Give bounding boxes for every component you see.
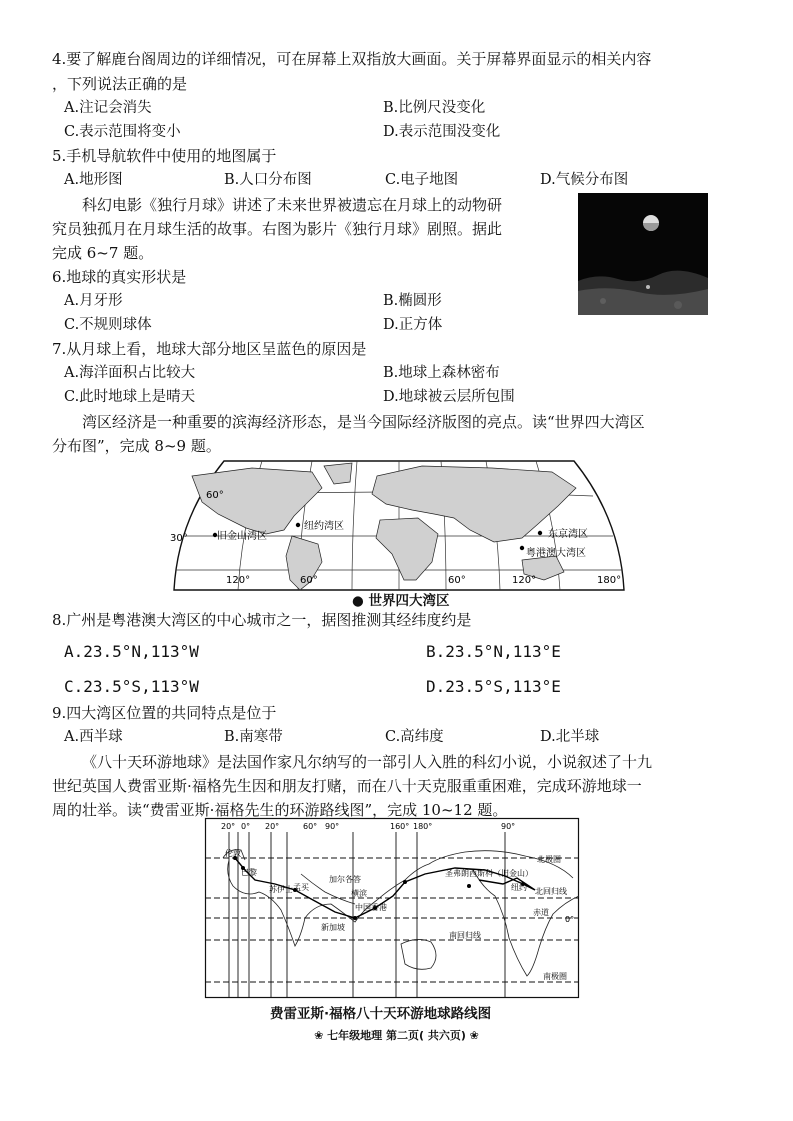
map1-lat-60-label: 60°: [206, 490, 224, 501]
intro67-line3: 完成 6~7 题。: [52, 244, 154, 262]
intro67-line1: 科幻电影《独行月球》讲述了未来世界被遗忘在月球上的动物研: [82, 196, 503, 214]
q9-option-b: B.南寒带: [224, 729, 283, 745]
map2-yokohama-label: 横滨: [351, 889, 367, 898]
map2-bombay-label: 孟买: [293, 883, 309, 892]
map2-suez-label: 苏伊士: [269, 885, 293, 894]
map1-lon-120e-label: 120°: [512, 575, 537, 586]
q4-option-d: D.表示范围没变化: [383, 124, 501, 140]
q9-stem: 9.四大湾区位置的共同特点是位于: [52, 704, 277, 722]
q4-stem-line2: ，下列说法正确的是: [52, 75, 188, 93]
q6-option-b: B.椭圆形: [383, 293, 442, 309]
map1-gba-label: 粤港澳大湾区: [526, 548, 586, 559]
page-footer: ❀ 七年级地理 第二页( 共六页) ❀: [314, 1029, 479, 1042]
map2-lon-label-8: 90°: [501, 822, 516, 831]
map2-newyork-label: 纽约: [511, 883, 527, 892]
map2-lon-label-2: 0°: [241, 822, 251, 831]
world-bay-areas-map: [172, 458, 626, 606]
intro89-line1: 湾区经济是一种重要的滨海经济形态，是当今国际经济版图的亮点。读“世界四大湾区: [82, 413, 645, 431]
map2-equator-label: 赤道: [533, 908, 549, 917]
map2-tropic-cancer-label: 北回归线: [535, 887, 567, 896]
map2-caption: 费雷亚斯·福格八十天环游地球路线图: [270, 1006, 492, 1022]
map2-calcutta-label: 加尔各答: [329, 875, 361, 884]
q5-option-b: B.人口分布图: [224, 172, 312, 188]
fogg-route-map: [205, 818, 579, 998]
q4-option-c: C.表示范围将变小: [64, 124, 181, 140]
intro89-line2: 分布图”，完成 8~9 题。: [52, 437, 221, 455]
q7-option-c: C.此时地球上是晴天: [64, 389, 196, 405]
map2-lon-label-5: 90°: [325, 822, 340, 831]
map1-ny-bay-label: 纽约湾区: [304, 521, 344, 532]
q8-option-d: D.23.5°S,113°E: [426, 677, 561, 696]
q6-option-c: C.不规则球体: [64, 317, 152, 333]
map2-antarctic-circle-label: 南极圈: [543, 972, 567, 981]
q6-option-a: A.月牙形: [64, 293, 123, 309]
map1-lat-30-label: 30°: [170, 533, 188, 544]
q5-stem: 5.手机导航软件中使用的地图属于: [52, 147, 277, 165]
intro67-line2: 究员独孤月在月球生活的故事。右图为影片《独行月球》剧照。据此: [52, 220, 503, 238]
intro1012-line1: 《八十天环游地球》是法国作家凡尔纳写的一部引人入胜的科幻小说，小说叙述了十九: [82, 753, 653, 771]
q8-option-b: B.23.5°N,113°E: [426, 642, 561, 661]
map2-lon-label-1: 20°: [221, 822, 236, 831]
map1-caption: ● 世界四大湾区: [352, 593, 450, 609]
map2-tropic-capricorn-label: 南回归线: [449, 931, 481, 940]
map2-sanfrancisco-label: 圣弗朗西斯科（旧金山）: [445, 869, 533, 878]
map2-lon-label-4: 60°: [303, 822, 318, 831]
map1-lon-120w-label: 120°: [226, 575, 251, 586]
map2-hongkong-label: 中国香港: [355, 903, 387, 912]
q6-stem: 6.地球的真实形状是: [52, 268, 187, 286]
q5-option-d: D.气候分布图: [540, 172, 629, 188]
q7-option-d: D.地球被云层所包围: [383, 389, 515, 405]
q8-stem: 8.广州是粤港澳大湾区的中心城市之一，据图推测其经纬度约是: [52, 611, 472, 629]
q4-option-b: B.比例尺没变化: [383, 100, 486, 116]
q4-option-a: A.注记会消失: [64, 100, 152, 116]
map2-paris-label: 巴黎: [241, 868, 257, 877]
map1-lon-180-label: 180°: [597, 575, 622, 586]
map1-tokyo-bay-label: 东京湾区: [548, 529, 588, 540]
intro1012-line3: 周的壮举。读“费雷亚斯·福格先生的环游路线图”，完成 10~12 题。: [52, 801, 508, 819]
q4-stem-line1: 4.要了解鹿台阁周边的详细情况，可在屏幕上双指放大画面。关于屏幕界面显示的相关内容: [52, 50, 652, 68]
intro1012-line2: 世纪英国人费雷亚斯·福格先生因和朋友打赌，而在八十天克服重重困难，完成环游地球一: [52, 777, 642, 795]
q9-option-c: C.高纬度: [385, 729, 444, 745]
map2-singapore-label: 新加坡: [321, 923, 345, 932]
map2-equator-0-label: 0°: [565, 915, 575, 924]
map1-sf-bay-label: 旧金山湾区: [217, 531, 267, 542]
q8-option-a: A.23.5°N,113°W: [64, 642, 199, 661]
map2-lon-label-7: 180°: [413, 822, 433, 831]
film-still-photo: [578, 193, 708, 315]
q5-option-c: C.电子地图: [385, 172, 459, 188]
q7-stem: 7.从月球上看，地球大部分地区呈蓝色的原因是: [52, 340, 367, 358]
map2-lon-label-6: 160°: [390, 822, 410, 831]
map2-lon-label-3: 20°: [265, 822, 280, 831]
q9-option-d: D.北半球: [540, 729, 600, 745]
map2-london-label: 伦敦: [225, 849, 241, 858]
q9-option-a: A.西半球: [64, 729, 123, 745]
map1-lon-60e-label: 60°: [448, 575, 466, 586]
q5-option-a: A.地形图: [64, 172, 123, 188]
map2-arctic-circle-label: 北极圈: [537, 855, 561, 864]
q8-option-c: C.23.5°S,113°W: [64, 677, 199, 696]
q7-option-b: B.地球上森林密布: [383, 365, 500, 381]
map1-lon-60w-label: 60°: [300, 575, 318, 586]
q6-option-d: D.正方体: [383, 317, 443, 333]
q7-option-a: A.海洋面积占比较大: [64, 365, 196, 381]
